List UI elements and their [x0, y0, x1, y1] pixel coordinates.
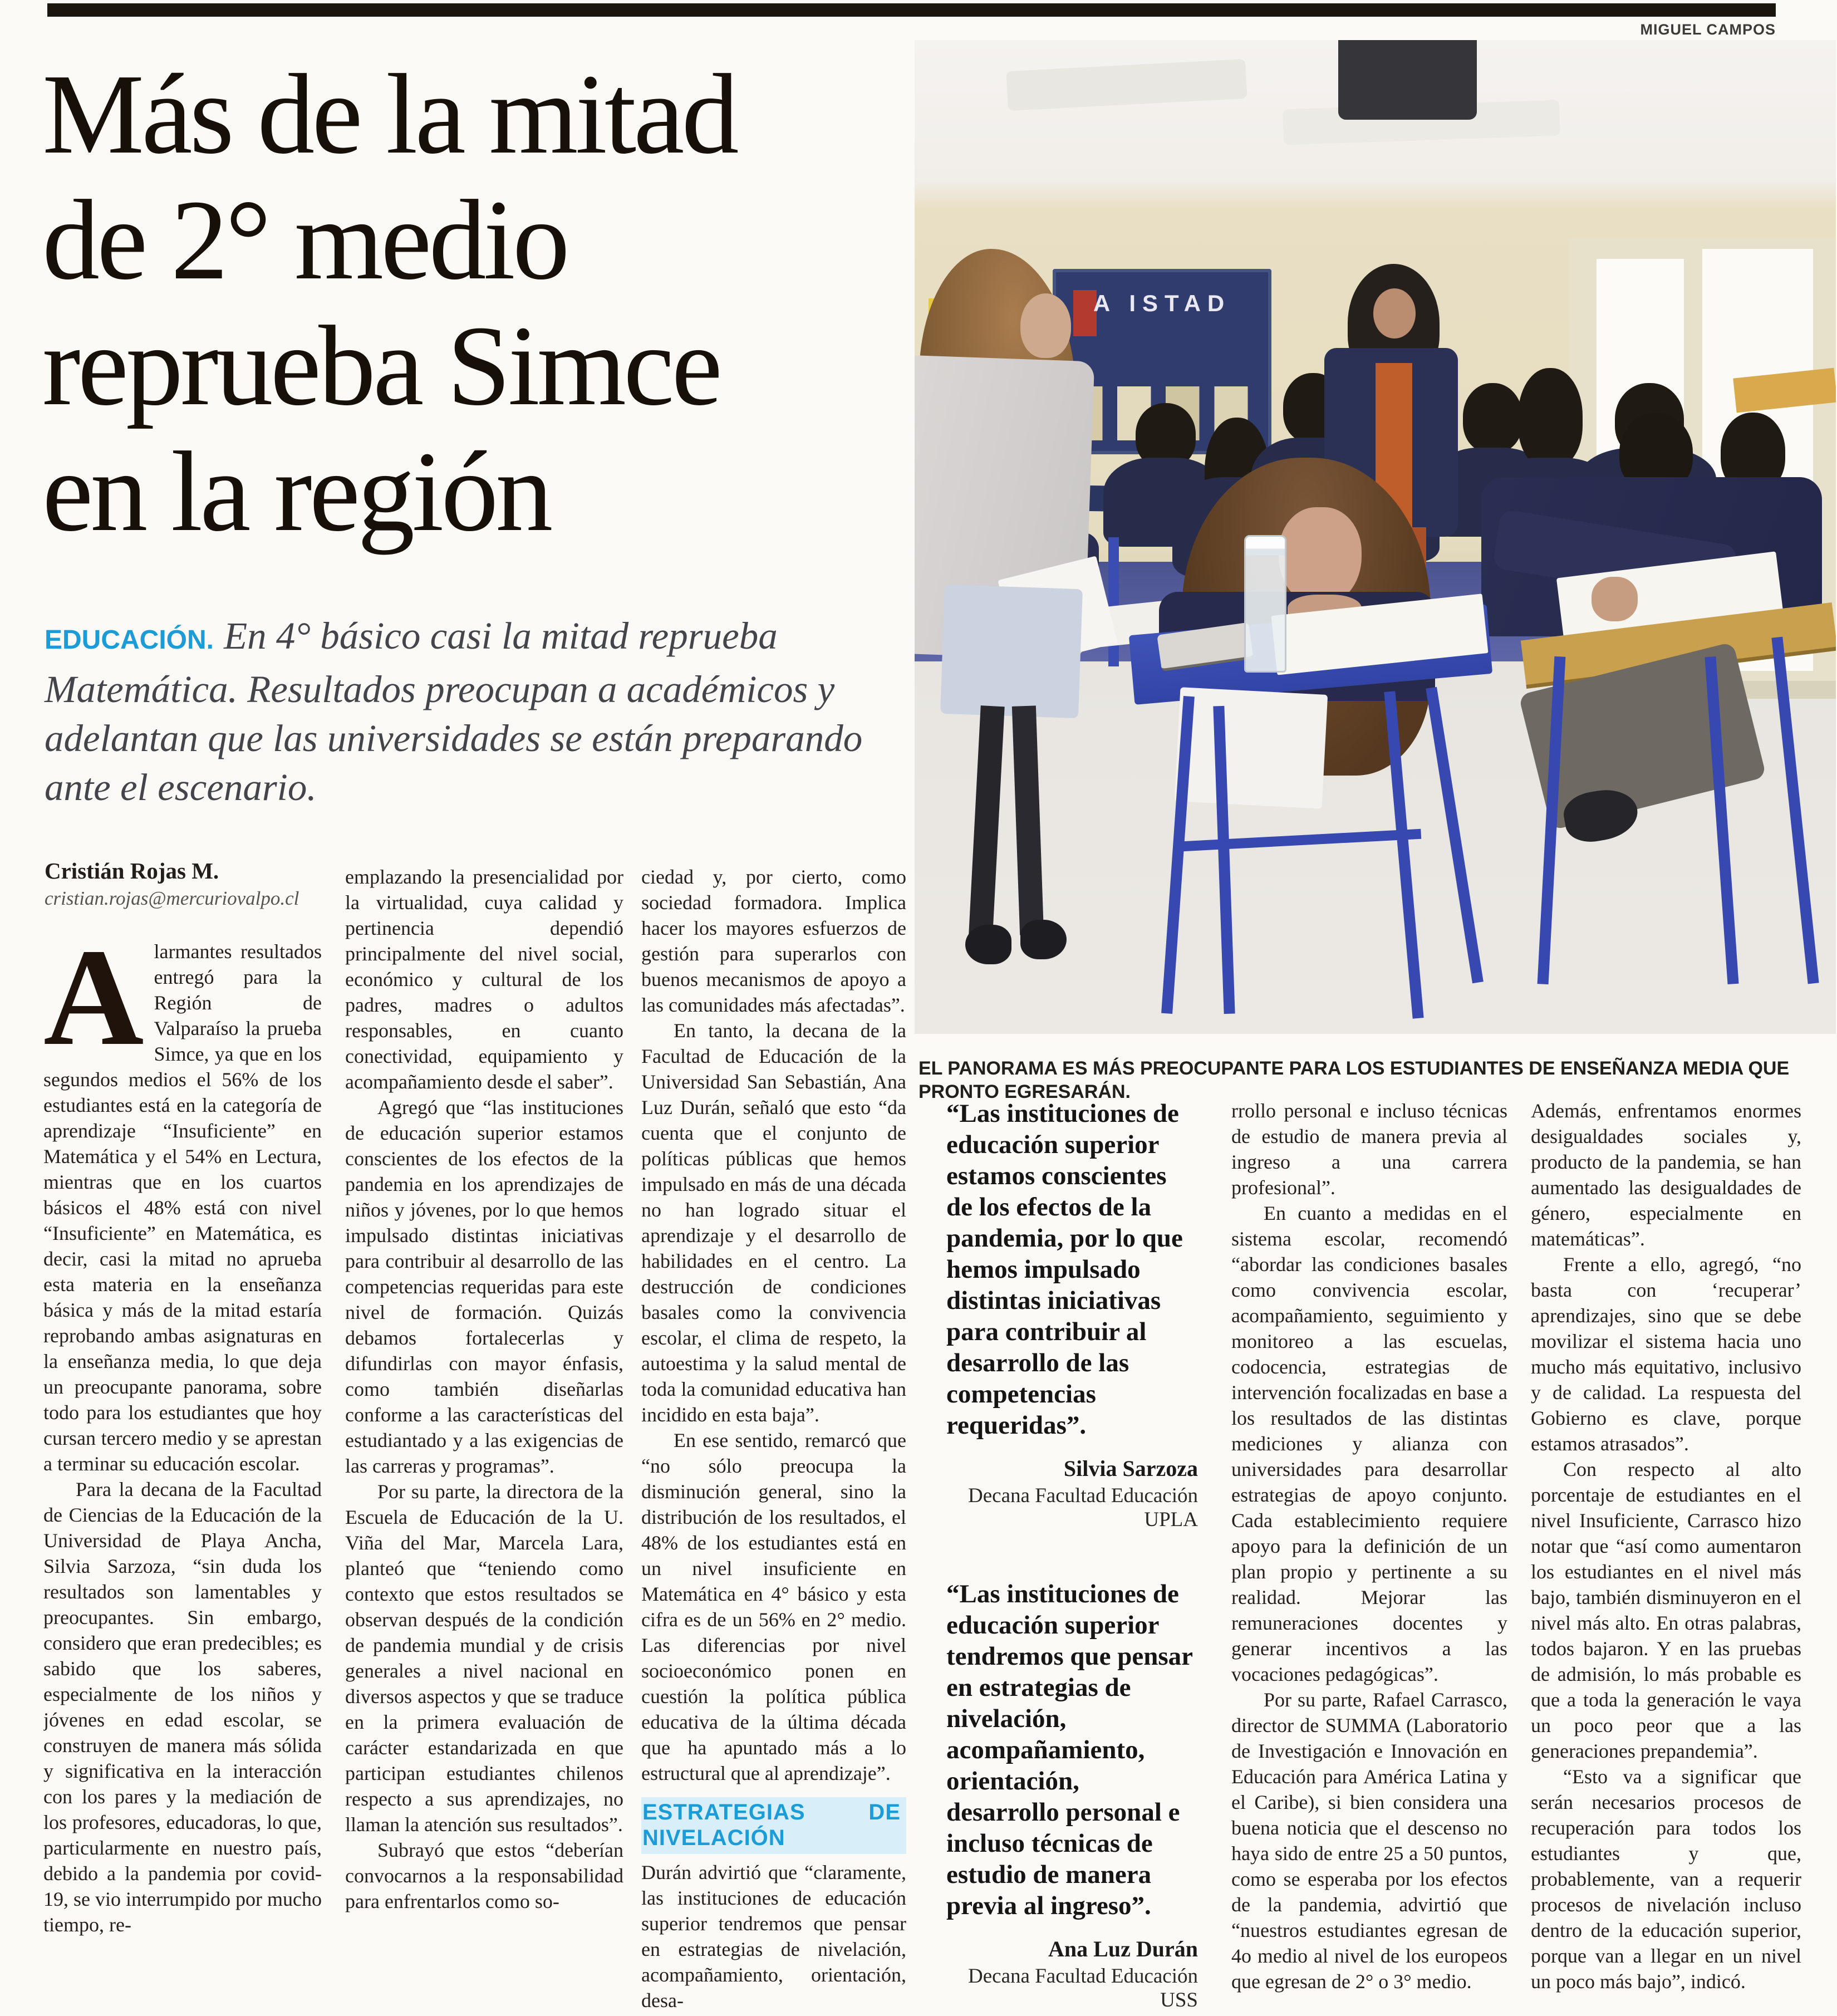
body-paragraph: En cuanto a medidas en el sistema escolar, recomendó “abordar las condiciones basales como convivencia escolar, acompañamiento, seguimiento y monitoreo a las escuelas, codocencia, estrategias de intervención focalizadas en base a los resultados de las distintas mediciones y alianza con universidades para desarrollar estrategias de apoyo conjunto. Cada establecimiento requiere apoyo para la definición de un plan propio y pertinente a su realidad. Mejorar las remuneraciones docentes y generar incentivos a las vocaciones pedagógicas”.	[1231, 1202, 1507, 1685]
paragraph-text: larmantes resultados entregó para la Región de Valparaíso la prueba Simce, ya que en los segundos medios el 56% de los estudiantes está en la categoría de aprendizaje “Insuficiente” en Matemática y el 54% en Lectura, mientras que en los cuartos básicos el 48% está con nivel “Insuficiente” en Matemática, es decir, casi la mitad no aprueba esta materia en la enseñanza básica y más de la mitad estaría reprobando ambas asignaturas en la enseñanza media, lo que deja un preocupante panorama, sobre todo para los estudiantes que hoy cursan tercero medio y se aprestan a terminar su educación escolar.	[43, 940, 322, 1475]
byline	[45, 857, 323, 910]
ceiling-light	[1006, 58, 1247, 111]
teacher-shoe	[965, 925, 1011, 964]
photo-credit: MIGUEL CAMPOS	[1640, 21, 1776, 38]
paper-bag	[1174, 687, 1327, 809]
body-paragraph: “Esto va a significar que serán necesarios procesos de recuperación para todos los estudiantes y que, probablemente, van a requerir procesos de nivelación incluso dentro de la educación superior, porque van a llegar en un nivel un poco más bajo”, indicó.	[1531, 1765, 1801, 1993]
article-column-3	[641, 864, 906, 2016]
deck-text: En 4° básico casi la mitad reprueba Matemática. Resultados preocupan a académicos y adelantan que las universidades se están preparando ante el escenario.	[45, 615, 863, 808]
pull-quote	[946, 1098, 1198, 1532]
quote-author-role: Decana Facultad Educación USS	[968, 1965, 1198, 2012]
quote-text: “Las instituciones de educación superior tendremos que pensar en estrategias de nivelación, acompañamiento, orientación, desarrollo personal e incluso técnicas de estudio de manera previa al ingreso”.	[946, 1580, 1193, 1920]
board-text: A ISTAD	[1093, 290, 1231, 316]
body-paragraph: Además, enfrentamos enormes desigualdades sociales y, producto de la pandemia, se han aumentado las desigualdades de género, especialmente en matemáticas”.	[1531, 1100, 1801, 1250]
quote-author-role: Decana Facultad Educación UPLA	[968, 1484, 1198, 1531]
quote-author: Silvia Sarzoza	[1063, 1456, 1198, 1481]
body-paragraph: Frente a ello, agregó, “no basta con ‘recuperar’ aprendizajes, sino que se debe movilizar el sistema hacia uno mucho más equitativo, inclusivo y de calidad. La respuesta del Gobierno es clave, porque estamos atrasados”.	[1531, 1253, 1801, 1455]
article-column-6	[1531, 1098, 1801, 2016]
teacher-leg	[969, 705, 1004, 935]
section-subhead: ESTRATEGIAS DE NIVELACIÓN	[641, 1797, 906, 1854]
classroom-photo	[915, 40, 1836, 1034]
desk-leg	[1426, 687, 1483, 983]
section-kicker: EDUCACIÓN.	[45, 625, 214, 655]
article-column-5	[1231, 1098, 1507, 2016]
body-paragraph: rrollo personal e incluso técnicas de estudio de manera previa al ingreso a una carrera profesional”.	[1231, 1100, 1507, 1199]
pull-quote-column	[946, 1098, 1198, 2016]
body-paragraph: Con respecto al alto porcentaje de estudiantes en el nivel Insuficiente, Carrasco hizo notar que “así como aumentaron los estudiantes en el nivel más bajo, también disminuyeron en el nivel más alto. En otras palabras, todos bajaron. Y en las pruebas de admisión, lo más probable es que a toda la generación le vaya un poco peor que a las generaciones prepandemia”.	[1531, 1458, 1801, 1762]
student-hand	[1592, 577, 1638, 621]
top-rule	[47, 3, 1776, 17]
quote-author: Ana Luz Durán	[1048, 1936, 1198, 1961]
body-paragraph: Agregó que “las instituciones de educación superior estamos conscientes de los efectos de la pandemia en los aprendizajes de niños y jóvenes, por lo que hemos impulsado distintas iniciativas para contribuir al desarrollo de las competencias requeridas para este nivel de formación. Quizás debamos fortalecerlas y difundirlas con mayor énfasis, como también diseñarlas conforme a las características del estudiantado y a las exigencias de las carreras y programas”.	[345, 1096, 623, 1477]
standing-woman-face	[1373, 288, 1416, 338]
quote-text: “Las instituciones de educación superior estamos conscientes de los efectos de la pandemia, por lo que hemos impulsado distintas iniciativas para contribuir al desarrollo de las competencias requeridas”.	[946, 1099, 1183, 1440]
photo-caption: EL PANORAMA ES MÁS PREOCUPANTE PARA LOS ESTUDIANTES DE ENSEÑANZA MEDIA QUE PRONTO EGRESARÁN.	[918, 1058, 1790, 1102]
drop-cap: A	[43, 939, 144, 1075]
deck	[45, 611, 896, 812]
body-paragraph: Por su parte, Rafael Carrasco, director de SUMMA (Laboratorio de Investigación e Innovación en Educación para América Latina y el Caribe), si bien considera una buena noticia que el descenso no haya sido de entre 25 a 50 puntos, como se esperaba por los efectos de la pandemia, advirtió que “nuestros estudiantes egresan de 4o medio al nivel de los europeos que egresan de 2° o 3° medio.	[1231, 1689, 1507, 1993]
body-paragraph: En ese sentido, remarcó que “no sólo preocupa la disminución general, sino la distribución de los resultados, el 48% de los estudiantes está en un nivel insuficiente en Matemática en 4° básico y esta cifra es de un 56% en 2° medio. Las diferencias por nivel socioeconómico ponen en cuestión la política pública educativa de la última década que ha apuntado más a lo estructural que al aprendizaje”.	[641, 1429, 906, 1784]
body-paragraph: Por su parte, la directora de la Escuela de Educación de la U. Viña del Mar, Marcela Lara, planteó que “teniendo como contexto que estos resultados se observan después de la condición de pandemia mundial y de crisis generales a nivel nacional en diversos aspectos y que se traduce en la primera evaluación de carácter estandarizada en que participan estudiantes chilenos respecto a sus aprendizajes, no llaman la atención sus resultados”.	[345, 1480, 623, 1836]
headline-line: Más de la mitad	[42, 50, 736, 178]
body-paragraph	[43, 939, 322, 1477]
body-paragraph: Durán advirtió que “claramente, las instituciones de educación superior tendremos que pensar en estrategias de nivelación, acompañamiento, orientación, desa-	[641, 1861, 906, 2012]
pull-quote	[946, 1578, 1198, 2012]
teacher-shoe	[1020, 920, 1067, 959]
article-column-2	[345, 864, 623, 2016]
body-paragraph: Subrayó que estos “deberían convocarnos a la responsabilidad para enfrentarlos como so-	[345, 1839, 623, 1912]
student-head	[1463, 383, 1523, 453]
body-paragraph: En tanto, la decana de la Facultad de Educación de la Universidad San Sebastián, Ana Luz Durán, señaló que esto “da cuenta que el conjunto de políticas públicas que hemos impulsado en más de una década no han logrado situar el aprendizaje y el desarrollo de habilidades en el centro. La destrucción de condiciones basales como la convivencia escolar, el clima de respeto, la autoestima y la salud mental de toda la comunidad educativa han incidido en esta baja”.	[641, 1019, 906, 1426]
projector	[1338, 40, 1476, 120]
desk-leg	[1108, 537, 1119, 666]
teacher-apron	[940, 584, 1083, 718]
water-bottle	[1244, 535, 1286, 673]
student-head	[1518, 368, 1583, 468]
headline-line: en la región	[42, 428, 551, 555]
author-name: Cristián Rojas M.	[45, 858, 219, 884]
article-column-1	[43, 939, 322, 2016]
headline-line: reprueba Simce	[42, 302, 720, 429]
teacher-face	[1020, 293, 1071, 358]
headline-line: de 2° medio	[42, 176, 567, 303]
body-paragraph: emplazando la presencialidad por la virtualidad, cuya calidad y pertinencia dependió principalmente del nivel social, económico y cultural de los padres, madres o adultos responsables, en cuanto conectividad, equipamiento y acompañamiento desde el saber”.	[345, 866, 623, 1093]
body-paragraph: ciedad y, por cierto, como sociedad formadora. Implica hacer los mayores esfuerzos de gestión para superarlos con buenos mecanismos de apoyo a las comunidades más afectadas”.	[641, 866, 906, 1016]
body-paragraph: Para la decana de la Facultad de Ciencias de la Educación de la Universidad de Playa Ancha, Silvia Sarzoza, “sin duda los resultados son lamentables y preocupantes. Sin embargo, considero que eran predecibles; es sabido que los saberes, especialmente de los niños y jóvenes en edad escolar, se construyen de manera más sólida y significativa en la interacción con los pares y la mediación de los profesores, educadoras, lo que, particularmente en nuestro país, debido a la pandemia por covid-19, se vio interrumpido por mucho tiempo, re-	[43, 1478, 322, 1936]
teacher-leg	[1012, 705, 1044, 935]
author-email: cristian.rojas@mercuriovalpo.cl	[45, 887, 299, 909]
headline	[42, 51, 911, 555]
